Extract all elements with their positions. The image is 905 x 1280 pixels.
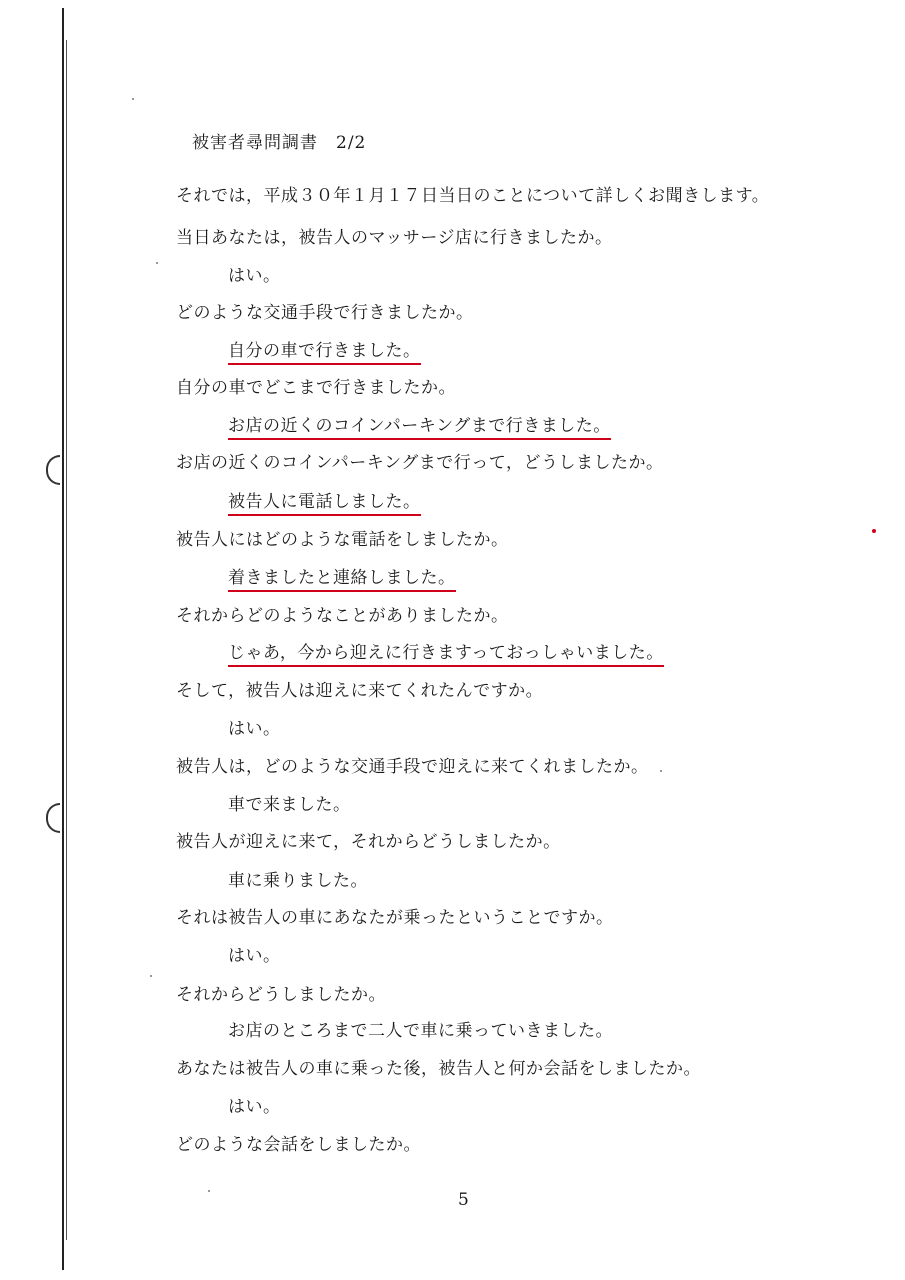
scan-speck <box>660 770 662 772</box>
answer-line: はい。 <box>228 266 281 286</box>
question-line: 自分の車でどこまで行きましたか。 <box>176 378 456 398</box>
answer-line: 車で来ました。 <box>228 795 351 815</box>
underlined-answer: じゃあ，今から迎えに行きますっておっしゃいました。 <box>228 643 664 667</box>
underlined-answer: 自分の車で行きました。 <box>228 341 421 365</box>
punch-hole-mark <box>46 455 60 485</box>
question-line: 被告人は，どのような交通手段で迎えに来てくれましたか。 <box>176 757 649 777</box>
punch-hole-mark <box>46 803 60 833</box>
answer-line-underlined <box>228 414 611 438</box>
binding-margin-line-inner <box>66 40 67 1240</box>
question-line: どのような交通手段で行きましたか。 <box>176 303 474 323</box>
question-line: 被告人が迎えに来て，それからどうしましたか。 <box>176 832 561 852</box>
answer-line: はい。 <box>228 719 281 739</box>
question-line: そして，被告人は迎えに来てくれたんですか。 <box>176 681 544 701</box>
question-line: 被告人にはどのような電話をしましたか。 <box>176 530 509 550</box>
question-line: どのような会話をしましたか。 <box>176 1135 421 1155</box>
answer-line: はい。 <box>228 1097 281 1117</box>
answer-line-underlined <box>228 490 421 514</box>
question-line: それからどのようなことがありましたか。 <box>176 606 509 626</box>
question-line: それは被告人の車にあなたが乗ったということですか。 <box>176 908 614 928</box>
question-line: それでは，平成３０年１月１７日当日のことについて詳しくお聞きします。 <box>176 186 770 206</box>
question-line: 当日あなたは，被告人のマッサージ店に行きましたか。 <box>176 228 613 248</box>
scan-speck <box>132 98 134 100</box>
page-number: 5 <box>458 1190 469 1210</box>
answer-line-underlined <box>228 339 421 363</box>
underlined-answer: 着きましたと連絡しました。 <box>228 568 456 592</box>
answer-line-underlined <box>228 641 664 665</box>
question-line: お店の近くのコインパーキングまで行って，どうしましたか。 <box>176 453 664 473</box>
binding-margin-line <box>62 8 64 1270</box>
scan-speck <box>150 975 152 977</box>
red-ink-dot <box>872 529 876 533</box>
scan-speck <box>208 1190 210 1192</box>
document-title: 被害者尋問調書 2/2 <box>192 133 367 153</box>
scan-speck <box>156 262 158 264</box>
question-line: それからどうしましたか。 <box>176 985 386 1005</box>
answer-line: お店のところまで二人で車に乗っていきました。 <box>228 1021 613 1041</box>
underlined-answer: お店の近くのコインパーキングまで行きました。 <box>228 416 611 440</box>
answer-line: はい。 <box>228 946 281 966</box>
answer-line-underlined <box>228 566 456 590</box>
answer-line: 車に乗りました。 <box>228 871 368 891</box>
question-line: あなたは被告人の車に乗った後，被告人と何か会話をしましたか。 <box>176 1059 701 1079</box>
underlined-answer: 被告人に電話しました。 <box>228 492 421 516</box>
